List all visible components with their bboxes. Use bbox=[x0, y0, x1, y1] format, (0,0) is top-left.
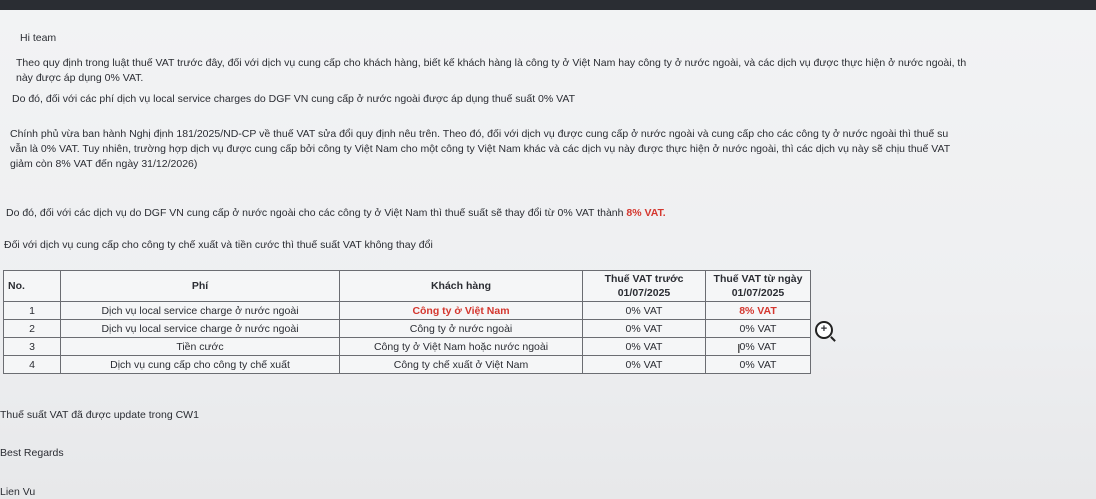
paragraph-3-line-3: giảm còn 8% VAT đến ngày 31/12/2026) bbox=[10, 158, 198, 170]
row-vat-after: 0% VAT bbox=[706, 320, 811, 338]
signature-name: Lien Vu bbox=[0, 486, 36, 498]
row-vat-after: 8% VAT bbox=[706, 302, 811, 320]
row-no: 4 bbox=[4, 356, 61, 374]
header-fee: Phí bbox=[61, 271, 340, 302]
paragraph-3-line-1: Chính phủ vừa ban hành Nghị định 181/2025/ND-CP về thuế VAT sửa đổi quy định nêu trên. Theo đó, đối với dịch vụ được cung cấp ở nước ngoài và cung cấp cho các công ty ở nước ngoài thì thuế su bbox=[10, 128, 949, 140]
row-customer: Công ty ở nước ngoài bbox=[340, 320, 583, 338]
row-customer: Công ty chế xuất ở Việt Nam bbox=[340, 356, 583, 374]
paragraph-6: Thuế suất VAT đã được update trong CW1 bbox=[0, 409, 199, 421]
table-row bbox=[4, 338, 811, 356]
closing-regards: Best Regards bbox=[0, 447, 64, 459]
row-vat-before: 0% VAT bbox=[583, 338, 706, 356]
row-vat-before: 0% VAT bbox=[583, 356, 706, 374]
row-vat-after: 0% VAT bbox=[706, 356, 811, 374]
text-cursor-icon: I bbox=[737, 341, 741, 356]
row-no: 1 bbox=[4, 302, 61, 320]
paragraph-4-text: Do đó, đối với các dịch vụ do DGF VN cung cấp ở nước ngoài cho các công ty ở Việt Nam thì thuế suất sẽ thay đổi từ 0% VAT thành bbox=[6, 207, 627, 219]
zoom-cursor-icon: + bbox=[815, 321, 833, 339]
row-customer: Công ty ở Việt Nam hoặc nước ngoài bbox=[340, 338, 583, 356]
header-vat-after bbox=[706, 271, 811, 302]
header-customer: Khách hàng bbox=[340, 271, 583, 302]
table-header-row bbox=[4, 271, 811, 302]
header-vat-before-line2: 01/07/2025 bbox=[617, 287, 671, 299]
row-no: 3 bbox=[4, 338, 61, 356]
row-fee: Dịch vụ local service charge ở nước ngoài bbox=[61, 302, 340, 320]
paragraph-3-line-2: vẫn là 0% VAT. Tuy nhiên, trường hợp dịch vụ được cung cấp bởi công ty Việt Nam cho một công ty Việt Nam khác và các dịch vụ này được thực hiện ở nước ngoài, thì các dịch vụ này sẽ chịu thuế VAT bbox=[10, 143, 951, 155]
vat-table bbox=[3, 270, 811, 374]
header-no: No. bbox=[4, 271, 61, 302]
row-fee: Tiền cước bbox=[61, 338, 340, 356]
paragraph-1-line-1: Theo quy định trong luật thuế VAT trước đây, đối với dịch vụ cung cấp cho khách hàng, biết kế khách hàng là công ty ở Việt Nam hay công ty ở nước ngoài, và các dịch vụ được thực hiện ở nước ngoài, th bbox=[16, 57, 967, 69]
row-fee: Dịch vụ local service charge ở nước ngoài bbox=[61, 320, 340, 338]
row-vat-before: 0% VAT bbox=[583, 302, 706, 320]
paragraph-5: Đối với dịch vụ cung cấp cho công ty chế xuất và tiền cước thì thuế suất VAT không thay đổi bbox=[4, 239, 433, 251]
row-vat-after: 0% VAT bbox=[706, 338, 811, 356]
row-no: 2 bbox=[4, 320, 61, 338]
header-vat-after-line1: Thuế VAT từ ngày bbox=[713, 273, 803, 285]
paragraph-4 bbox=[6, 207, 666, 220]
header-vat-before-line1: Thuế VAT trước bbox=[604, 273, 684, 285]
header-vat-before bbox=[583, 271, 706, 302]
greeting: Hi team bbox=[20, 32, 57, 44]
vat-change-highlight: 8% VAT. bbox=[626, 207, 666, 219]
table-row bbox=[4, 320, 811, 338]
table-row bbox=[4, 302, 811, 320]
row-fee: Dịch vụ cung cấp cho công ty chế xuất bbox=[61, 356, 340, 374]
paragraph-2: Do đó, đối với các phí dịch vụ local service charges do DGF VN cung cấp ở nước ngoài được áp dụng thuế suất 0% VAT bbox=[12, 93, 575, 105]
header-vat-after-line2: 01/07/2025 bbox=[731, 287, 785, 299]
row-vat-before: 0% VAT bbox=[583, 320, 706, 338]
row-customer: Công ty ở Việt Nam bbox=[340, 302, 583, 320]
email-body bbox=[0, 10, 1096, 499]
table-row bbox=[4, 356, 811, 374]
paragraph-1-line-2: này được áp dụng 0% VAT. bbox=[16, 72, 144, 84]
